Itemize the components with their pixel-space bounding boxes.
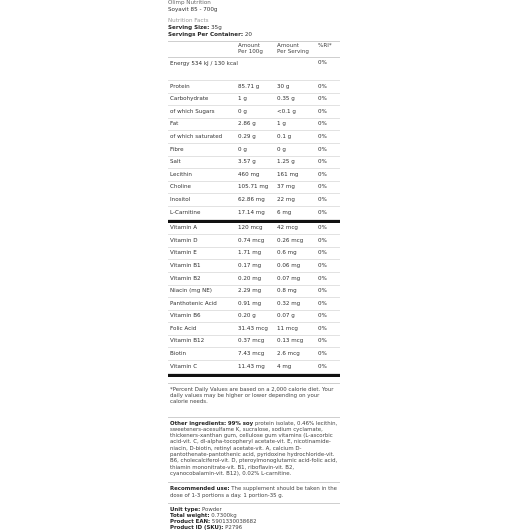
ri-percent: 0% <box>318 209 327 216</box>
table-row <box>168 286 340 299</box>
col-ri: %RI* <box>318 43 332 49</box>
ri-percent: 0% <box>318 351 327 358</box>
nutrient-name: Vitamin E <box>170 250 197 257</box>
ri-percent: 0% <box>318 363 327 370</box>
amount-per-100g: 1 g <box>238 96 247 103</box>
amount-per-100g: 105.71 mg <box>238 184 269 191</box>
table-row <box>168 58 340 81</box>
nutrient-name: Vitamin B12 <box>170 338 205 345</box>
product-info-value: Powder <box>202 506 222 513</box>
amount-per-100g: 0.74 mcg <box>238 237 265 244</box>
nutrient-name: Panthotenic Acid <box>170 300 217 307</box>
table-row <box>168 131 340 144</box>
table-row <box>168 119 340 132</box>
table-row <box>168 361 340 374</box>
table-row <box>168 260 340 273</box>
product-info <box>168 503 340 531</box>
ri-percent: 0% <box>318 171 327 178</box>
nutrient-name: of which Sugars <box>170 108 215 115</box>
ri-percent: 0% <box>318 325 327 332</box>
table-row <box>168 94 340 107</box>
amount-per-100g: 0.20 g <box>238 313 256 320</box>
ri-percent: 0% <box>318 250 327 257</box>
ri-percent: 0% <box>318 338 327 345</box>
nutrient-name: Energy 534 kJ / 130 kcal <box>170 61 238 67</box>
ri-percent: 0% <box>318 83 327 90</box>
amount-per-serving: 161 mg <box>277 171 299 178</box>
table-row <box>168 273 340 286</box>
vitamin-rows <box>168 223 340 374</box>
ri-percent: 0% <box>318 159 327 166</box>
product-info-value: 5901330038682 <box>211 518 257 525</box>
ri-percent: 0% <box>318 96 327 103</box>
amount-per-100g: 62.86 mg <box>238 196 265 203</box>
table-row <box>168 223 340 236</box>
nutrition-label <box>168 0 340 531</box>
recommended-use: Recommended use: The supplement should be taken in the dose of 1-3 portions a day. 1 portion-35 g. <box>168 482 340 499</box>
amount-per-100g: 31.43 mcg <box>238 325 268 332</box>
amount-per-serving: 0.32 mg <box>277 300 301 307</box>
amount-per-100g: 460 mg <box>238 171 260 178</box>
amount-per-serving: 0 g <box>277 146 286 153</box>
amount-per-serving: 2.6 mcg <box>277 351 300 358</box>
ri-percent: 0% <box>318 300 327 307</box>
brand-name: Olimp Nutrition <box>168 0 211 6</box>
nutrient-name: Lecithin <box>170 171 192 178</box>
ri-percent: 0% <box>318 133 327 140</box>
ri-percent: 0% <box>318 313 327 320</box>
amount-per-serving: 6 mg <box>277 209 292 216</box>
nutrient-name: L-Carnitine <box>170 209 201 216</box>
col-per-100g: Amount Per 100g <box>238 43 263 56</box>
nutrition-table <box>168 41 340 531</box>
nutrition-facts-title: Nutrition Facts <box>168 18 209 24</box>
amount-per-serving: 11 mcg <box>277 325 298 332</box>
amount-per-100g: 0.17 mg <box>238 262 262 269</box>
amount-per-100g: 1.71 mg <box>238 250 262 257</box>
table-row <box>168 298 340 311</box>
ri-percent: 0% <box>318 196 327 203</box>
nutrient-name: Fibre <box>170 146 184 153</box>
product-info-line <box>170 525 338 531</box>
amount-per-serving: 30 g <box>277 83 290 90</box>
table-row <box>168 311 340 324</box>
footnote: *Percent Daily Values are based on a 2,000 calorie diet. Your daily values may be higher or lower depending on your calorie needs. <box>168 383 340 406</box>
table-row <box>168 194 340 207</box>
amount-per-serving: 0.06 mg <box>277 262 301 269</box>
nutrient-name: Salt <box>170 159 181 166</box>
product-info-value: 0.7300kg <box>211 512 237 519</box>
table-header <box>168 42 340 58</box>
amount-per-serving: 37 mg <box>277 184 295 191</box>
product-info-value: P2796 <box>225 524 243 531</box>
ri-percent: 0% <box>318 146 327 153</box>
ri-percent: 0% <box>318 121 327 128</box>
amount-per-serving: 0.07 g <box>277 313 295 320</box>
table-row <box>168 144 340 157</box>
nutrient-name: Vitamin D <box>170 237 198 244</box>
amount-per-100g: 7.43 mcg <box>238 351 265 358</box>
table-row <box>168 182 340 195</box>
amount-per-100g: 0.37 mcg <box>238 338 265 345</box>
table-row <box>168 348 340 361</box>
table-row <box>168 157 340 170</box>
product-info-label: Unit type: <box>170 506 201 513</box>
amount-per-serving: 4 mg <box>277 363 292 370</box>
ri-percent: 0% <box>318 288 327 295</box>
nutrient-name: Vitamin B1 <box>170 262 201 269</box>
amount-per-100g: 17.14 mg <box>238 209 265 216</box>
amount-per-serving: 0.26 mcg <box>277 237 304 244</box>
nutrient-name: Niacin (mg NE) <box>170 288 212 295</box>
servings-per-container: Servings Per Container: 20 <box>168 32 252 38</box>
col-per-serving: Amount Per Serving <box>277 43 309 56</box>
nutrient-name: Vitamin A <box>170 225 198 232</box>
table-row <box>168 207 340 220</box>
nutrient-name: Inositol <box>170 196 191 203</box>
table-row <box>168 248 340 261</box>
ri-percent: 0% <box>318 237 327 244</box>
product-name: Soyavit 85 - 700g <box>168 7 218 13</box>
amount-per-serving: 0.8 mg <box>277 288 297 295</box>
ri-percent: 0% <box>318 262 327 269</box>
table-row <box>168 235 340 248</box>
serving-size: Serving Size: 35g <box>168 25 222 31</box>
amount-per-100g: 120 mcg <box>238 225 263 232</box>
nutrient-name: Vitamin C <box>170 363 198 370</box>
amount-per-serving: 42 mcg <box>277 225 298 232</box>
ri-percent: 0% <box>318 108 327 115</box>
nutrient-name: Fat <box>170 121 179 128</box>
amount-per-serving: 0.6 mg <box>277 250 297 257</box>
amount-per-100g: 11.43 mg <box>238 363 265 370</box>
amount-per-serving: 0.07 mg <box>277 275 301 282</box>
table-row <box>168 323 340 336</box>
ri-percent: 0% <box>318 275 327 282</box>
amount-per-serving: 0.1 g <box>277 133 292 140</box>
amount-per-100g: 0.91 mg <box>238 300 262 307</box>
nutrient-name: of which saturated <box>170 133 223 140</box>
product-info-label: Total weight: <box>170 512 210 519</box>
amount-per-100g: 0 g <box>238 146 247 153</box>
amount-per-serving: 1 g <box>277 121 286 128</box>
amount-per-serving: <0.1 g <box>277 108 296 115</box>
amount-per-100g: 2.29 mg <box>238 288 262 295</box>
nutrient-name: Choline <box>170 184 191 191</box>
nutrient-name: Vitamin B6 <box>170 313 201 320</box>
amount-per-100g: 0.20 mg <box>238 275 262 282</box>
amount-per-serving: 0.35 g <box>277 96 295 103</box>
amount-per-100g: 0 g <box>238 108 247 115</box>
product-info-label: Product ID (SKU): <box>170 524 224 531</box>
nutrient-name: Folic Acid <box>170 325 197 332</box>
ri-percent: 0% <box>318 184 327 191</box>
amount-per-100g: 2.86 g <box>238 121 256 128</box>
amount-per-serving: 22 mg <box>277 196 295 203</box>
amount-per-100g: 85.71 g <box>238 83 260 90</box>
nutrient-name: Biotin <box>170 351 187 358</box>
amount-per-100g: 3.57 g <box>238 159 256 166</box>
amount-per-serving: 1.25 g <box>277 159 295 166</box>
nutrient-name: Vitamin B2 <box>170 275 201 282</box>
product-info-label: Product EAN: <box>170 518 211 525</box>
nutrient-name: Carbohydrate <box>170 96 209 103</box>
table-row <box>168 106 340 119</box>
ri-percent: 0% <box>318 60 327 66</box>
ingredients: Other ingredients: 99% soy protein isolate, 0.46% lecithin, sweeteners-acesulfame K, sucralose, sodium cyclamate, thickeners-xanthan gum, cellulose gum vitamins (L-ascorbic acid-vit. C, dl-alpha-tocopheryl acetate-vit. E, nicotinamide-niacin, D-biotin, retinyl acetate-vit. A, calcium D-pantothenate-pantothenic acid, pyridoxine hydrochloride-vit. B6, cholecalciferol-vit. D, pteroylmonoglutamic acid-folic acid, thiamin mononitrate-vit. B1, riboflavin-vit. B2, cyanocobalamin-vit. B12), 0.02% L-carnitine. <box>168 417 340 478</box>
table-row <box>168 336 340 349</box>
ri-percent: 0% <box>318 225 327 232</box>
nutrient-name: Protein <box>170 83 190 90</box>
table-row <box>168 169 340 182</box>
table-row <box>168 81 340 94</box>
amount-per-serving: 0.13 mcg <box>277 338 304 345</box>
amount-per-100g: 0.29 g <box>238 133 256 140</box>
nutrient-rows <box>168 58 340 220</box>
